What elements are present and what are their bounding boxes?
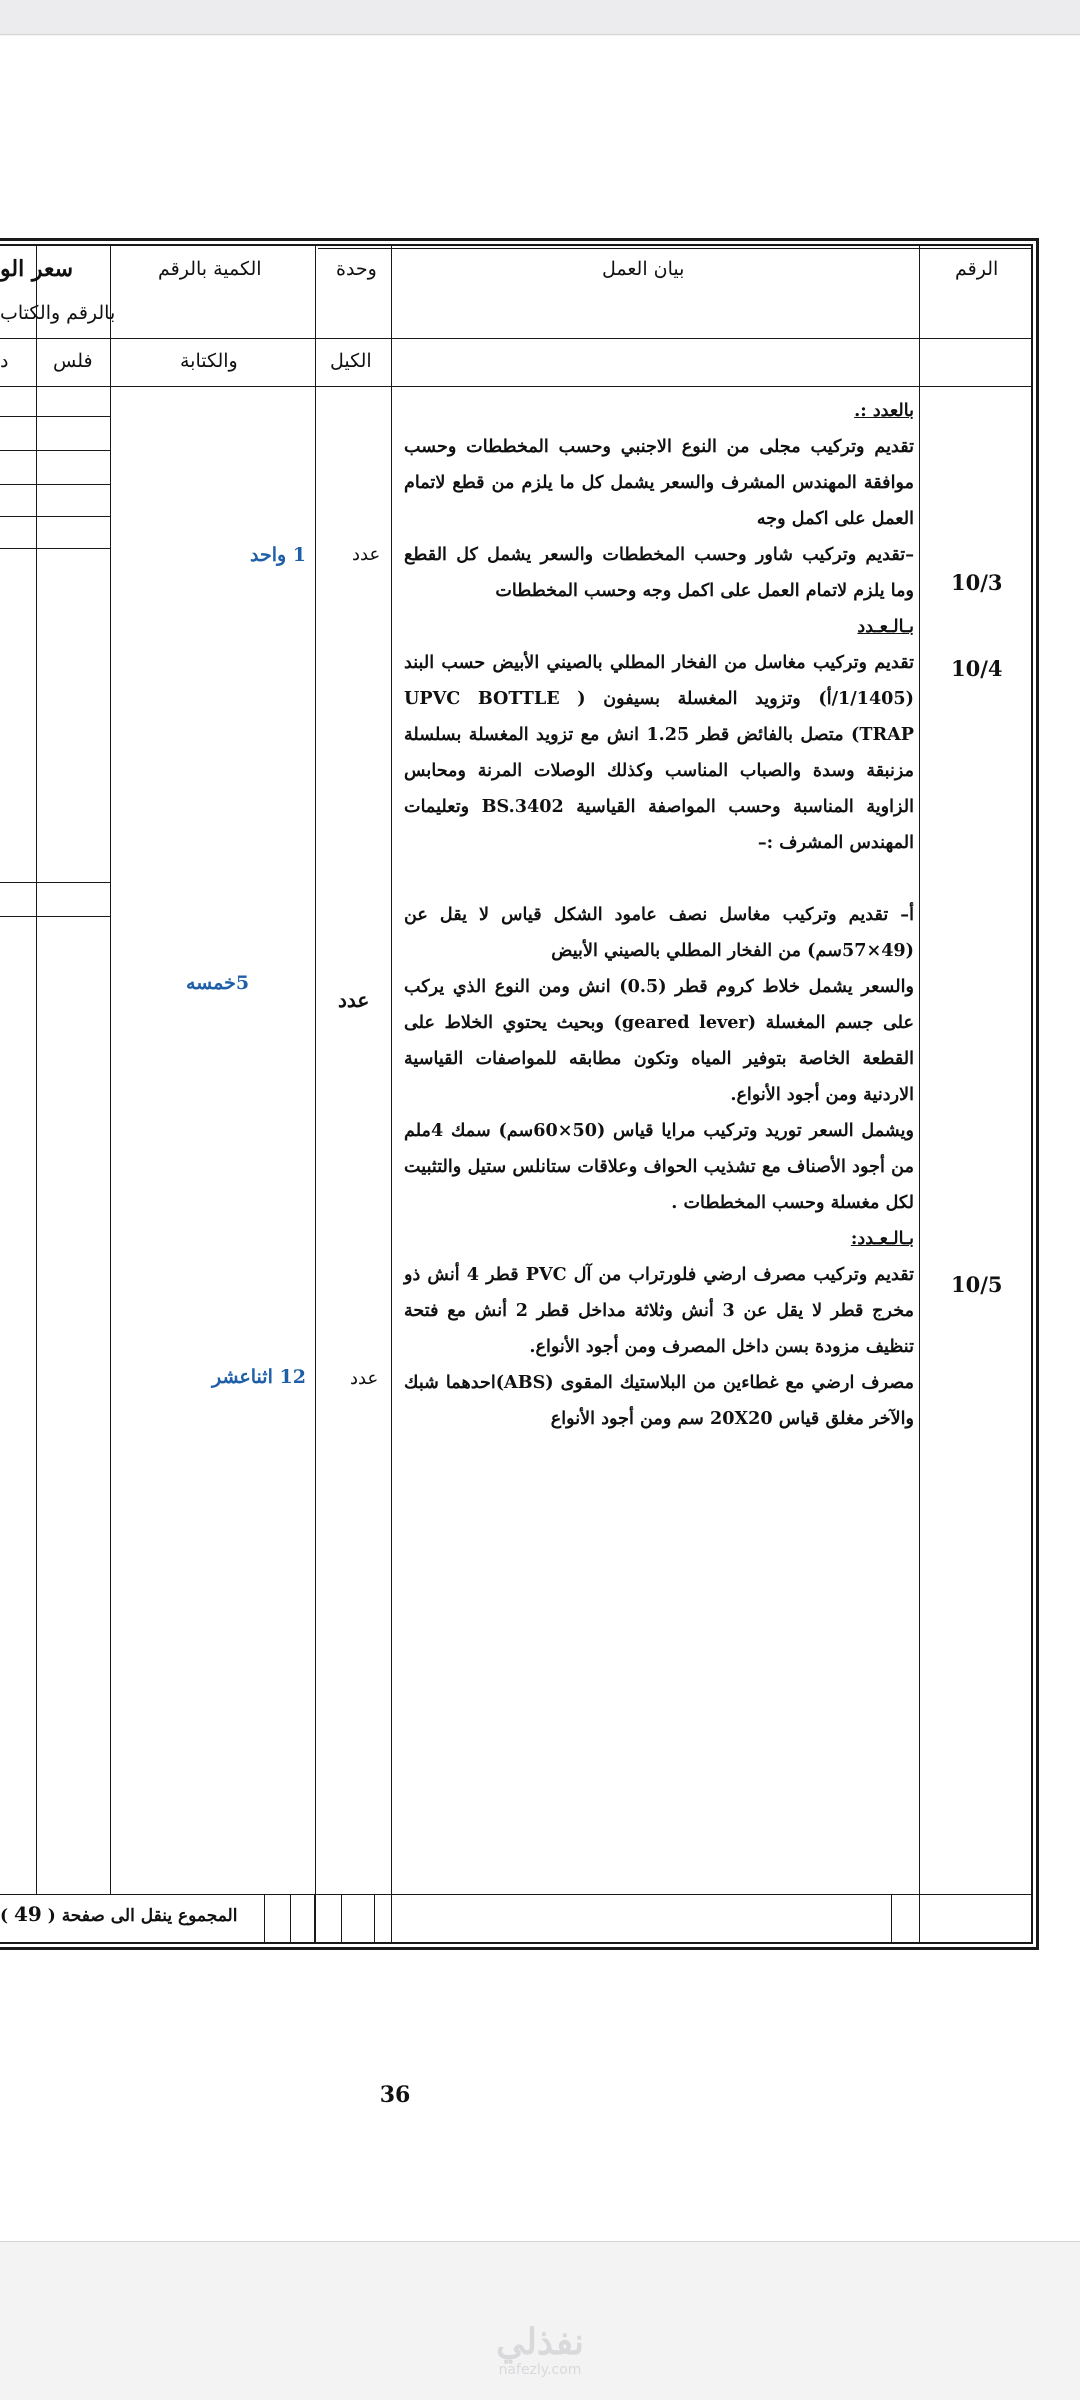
price-row-line: [0, 450, 110, 451]
total-page-number: 49: [13, 1902, 42, 1926]
desc-heading-1: بالعدد :.: [854, 400, 914, 421]
header-dinar: د: [0, 350, 9, 372]
site-watermark: [470, 2322, 610, 2378]
total-carry-forward: [0, 1902, 237, 1926]
price-row-line: [0, 416, 110, 417]
col-line-description: [391, 244, 392, 1944]
col-line-fils: [36, 244, 37, 1894]
desc-paragraph-floor-drain-cover: مصرف ارضي مع غطاءين من البلاستيك المقوى (ABS)احدهما شبك والآخر مغلق قياس 20X20 سم ومن أجود الأنواع: [404, 1372, 914, 1429]
viewer-top-bar: [0, 0, 1080, 35]
work-description: [404, 393, 914, 1437]
qty-item-3: 12 اثناعشر: [212, 1366, 306, 1388]
price-row-line: [0, 916, 110, 917]
price-row-line: [0, 516, 110, 517]
desc-paragraph-mixer: والسعر يشمل خلاط كروم قطر (0.5) انش ومن النوع الذي يركب على جسم المغسلة (geared lever) وبحيث يحتوي الخلاط على القطعة الخاصة بتوفير المياه وتكون مطابقه للمواصفات القياسية الاردنية ومن أجود الأنواع.: [404, 976, 914, 1105]
desc-heading-2: بـالـعـدد: [857, 616, 914, 637]
total-close: ): [0, 1906, 9, 1926]
item-number-10-5: 10/5: [951, 1272, 1003, 1297]
header-top-line: [318, 248, 1032, 249]
qty-item-1: 1 واحد: [250, 544, 307, 566]
header-number: الرقم: [955, 258, 999, 280]
qty-item-2: 5خمسه: [186, 972, 250, 994]
col-line-qty: [110, 244, 111, 1894]
total-label: المجموع ينقل الى صفحة (: [47, 1906, 238, 1926]
desc-paragraph-half-pedestal: أ– تقديم وتركيب مغاسل نصف عامود الشكل قياس لا يقل عن (49×57سم) من الفخار المطلي بالصيني الأبيض: [404, 904, 914, 961]
watermark-latin: nafezly.com: [498, 2362, 582, 2378]
total-row-divider: [341, 1894, 342, 1944]
header-mid-line: [0, 338, 1033, 339]
unit-item-1: عدد: [352, 544, 381, 565]
price-row-line: [0, 484, 110, 485]
desc-paragraph-shower: –تقديم وتركيب شاور وحسب المخططات والسعر يشمل كل القطع وما يلزم لاتمام العمل على اكمل وجه وحسب المخططات: [404, 544, 914, 601]
header-price-top: سعر الو: [0, 256, 74, 282]
total-row-top-line: [0, 1894, 1033, 1895]
col-line-number: [919, 244, 920, 1944]
header-unit-bottom: الكيل: [330, 350, 372, 372]
desc-paragraph-floor-trap: تقديم وتركيب مصرف ارضي فلورتراب من آل PVC قطر 4 أنش ذو مخرج قطر لا يقل عن 3 أنش وثلاثة مداخل قطر 2 أنش مع فتحة تنظيف مزودة بسن داخل المصرف ومن أجود الأنواع.: [404, 1264, 915, 1357]
header-unit-top: وحدة: [336, 258, 377, 280]
total-row-divider: [374, 1894, 375, 1944]
watermark-arabic: نفذلي: [495, 2321, 585, 2363]
unit-item-2: عدد: [338, 988, 370, 1012]
total-row-divider: [314, 1894, 315, 1944]
page-number: 36: [379, 2082, 411, 2108]
header-qty-top: الكمية بالرقم: [158, 258, 262, 280]
unit-item-3: عدد: [350, 1368, 379, 1389]
header-bottom-line: [0, 386, 1033, 387]
header-fils: فلس: [53, 350, 93, 372]
price-row-line: [0, 548, 110, 549]
desc-heading-3: بـالـعـدد:: [850, 1228, 914, 1249]
item-number-10-3: 10/3: [951, 570, 1003, 595]
total-row-divider: [290, 1894, 291, 1944]
desc-spacer: [404, 861, 914, 897]
desc-paragraph-mirror: ويشمل السعر توريد وتركيب مرايا قياس (50×60سم) سمك 4ملم من أجود الأصناف مع تشذيب الحواف وعلاقات ستانلس ستيل والتثبيت لكل مغسلة وحسب المخططات .: [404, 1120, 914, 1213]
price-row-line: [0, 882, 110, 883]
header-description: بيان العمل: [602, 258, 685, 280]
desc-paragraph-sink: تقديم وتركيب مجلى من النوع الاجنبي وحسب المخططات وحسب موافقة المهندس المشرف والسعر يشمل كل ما يلزم من قطع لاتمام العمل على اكمل وجه: [404, 436, 914, 529]
header-qty-bottom: والكتابة: [180, 350, 238, 372]
item-number-10-4: 10/4: [951, 656, 1003, 681]
desc-paragraph-basins: تقديم وتركيب مغاسل من الفخار المطلي بالصيني الأبيض حسب البند (1/1405/أ) وتزويد المغسلة بسيفون ( UPVC BOTTLE TRAP) متصل بالفائض قطر 1.25 انش مع تزويد المغسلة بسلسلة مزنبقة وسدة والصباب المناسب وكذلك الوصلات المرنة ومحابس الزاوية المناسبة وحسب المواصفة القياسية BS.3402 وتعليمات المهندس المشرف :–: [404, 652, 914, 853]
header-price-bottom: بالرقم والكتاب: [0, 302, 116, 324]
total-row-divider: [891, 1894, 892, 1944]
total-row-divider: [264, 1894, 265, 1944]
col-line-unit: [315, 244, 316, 1944]
